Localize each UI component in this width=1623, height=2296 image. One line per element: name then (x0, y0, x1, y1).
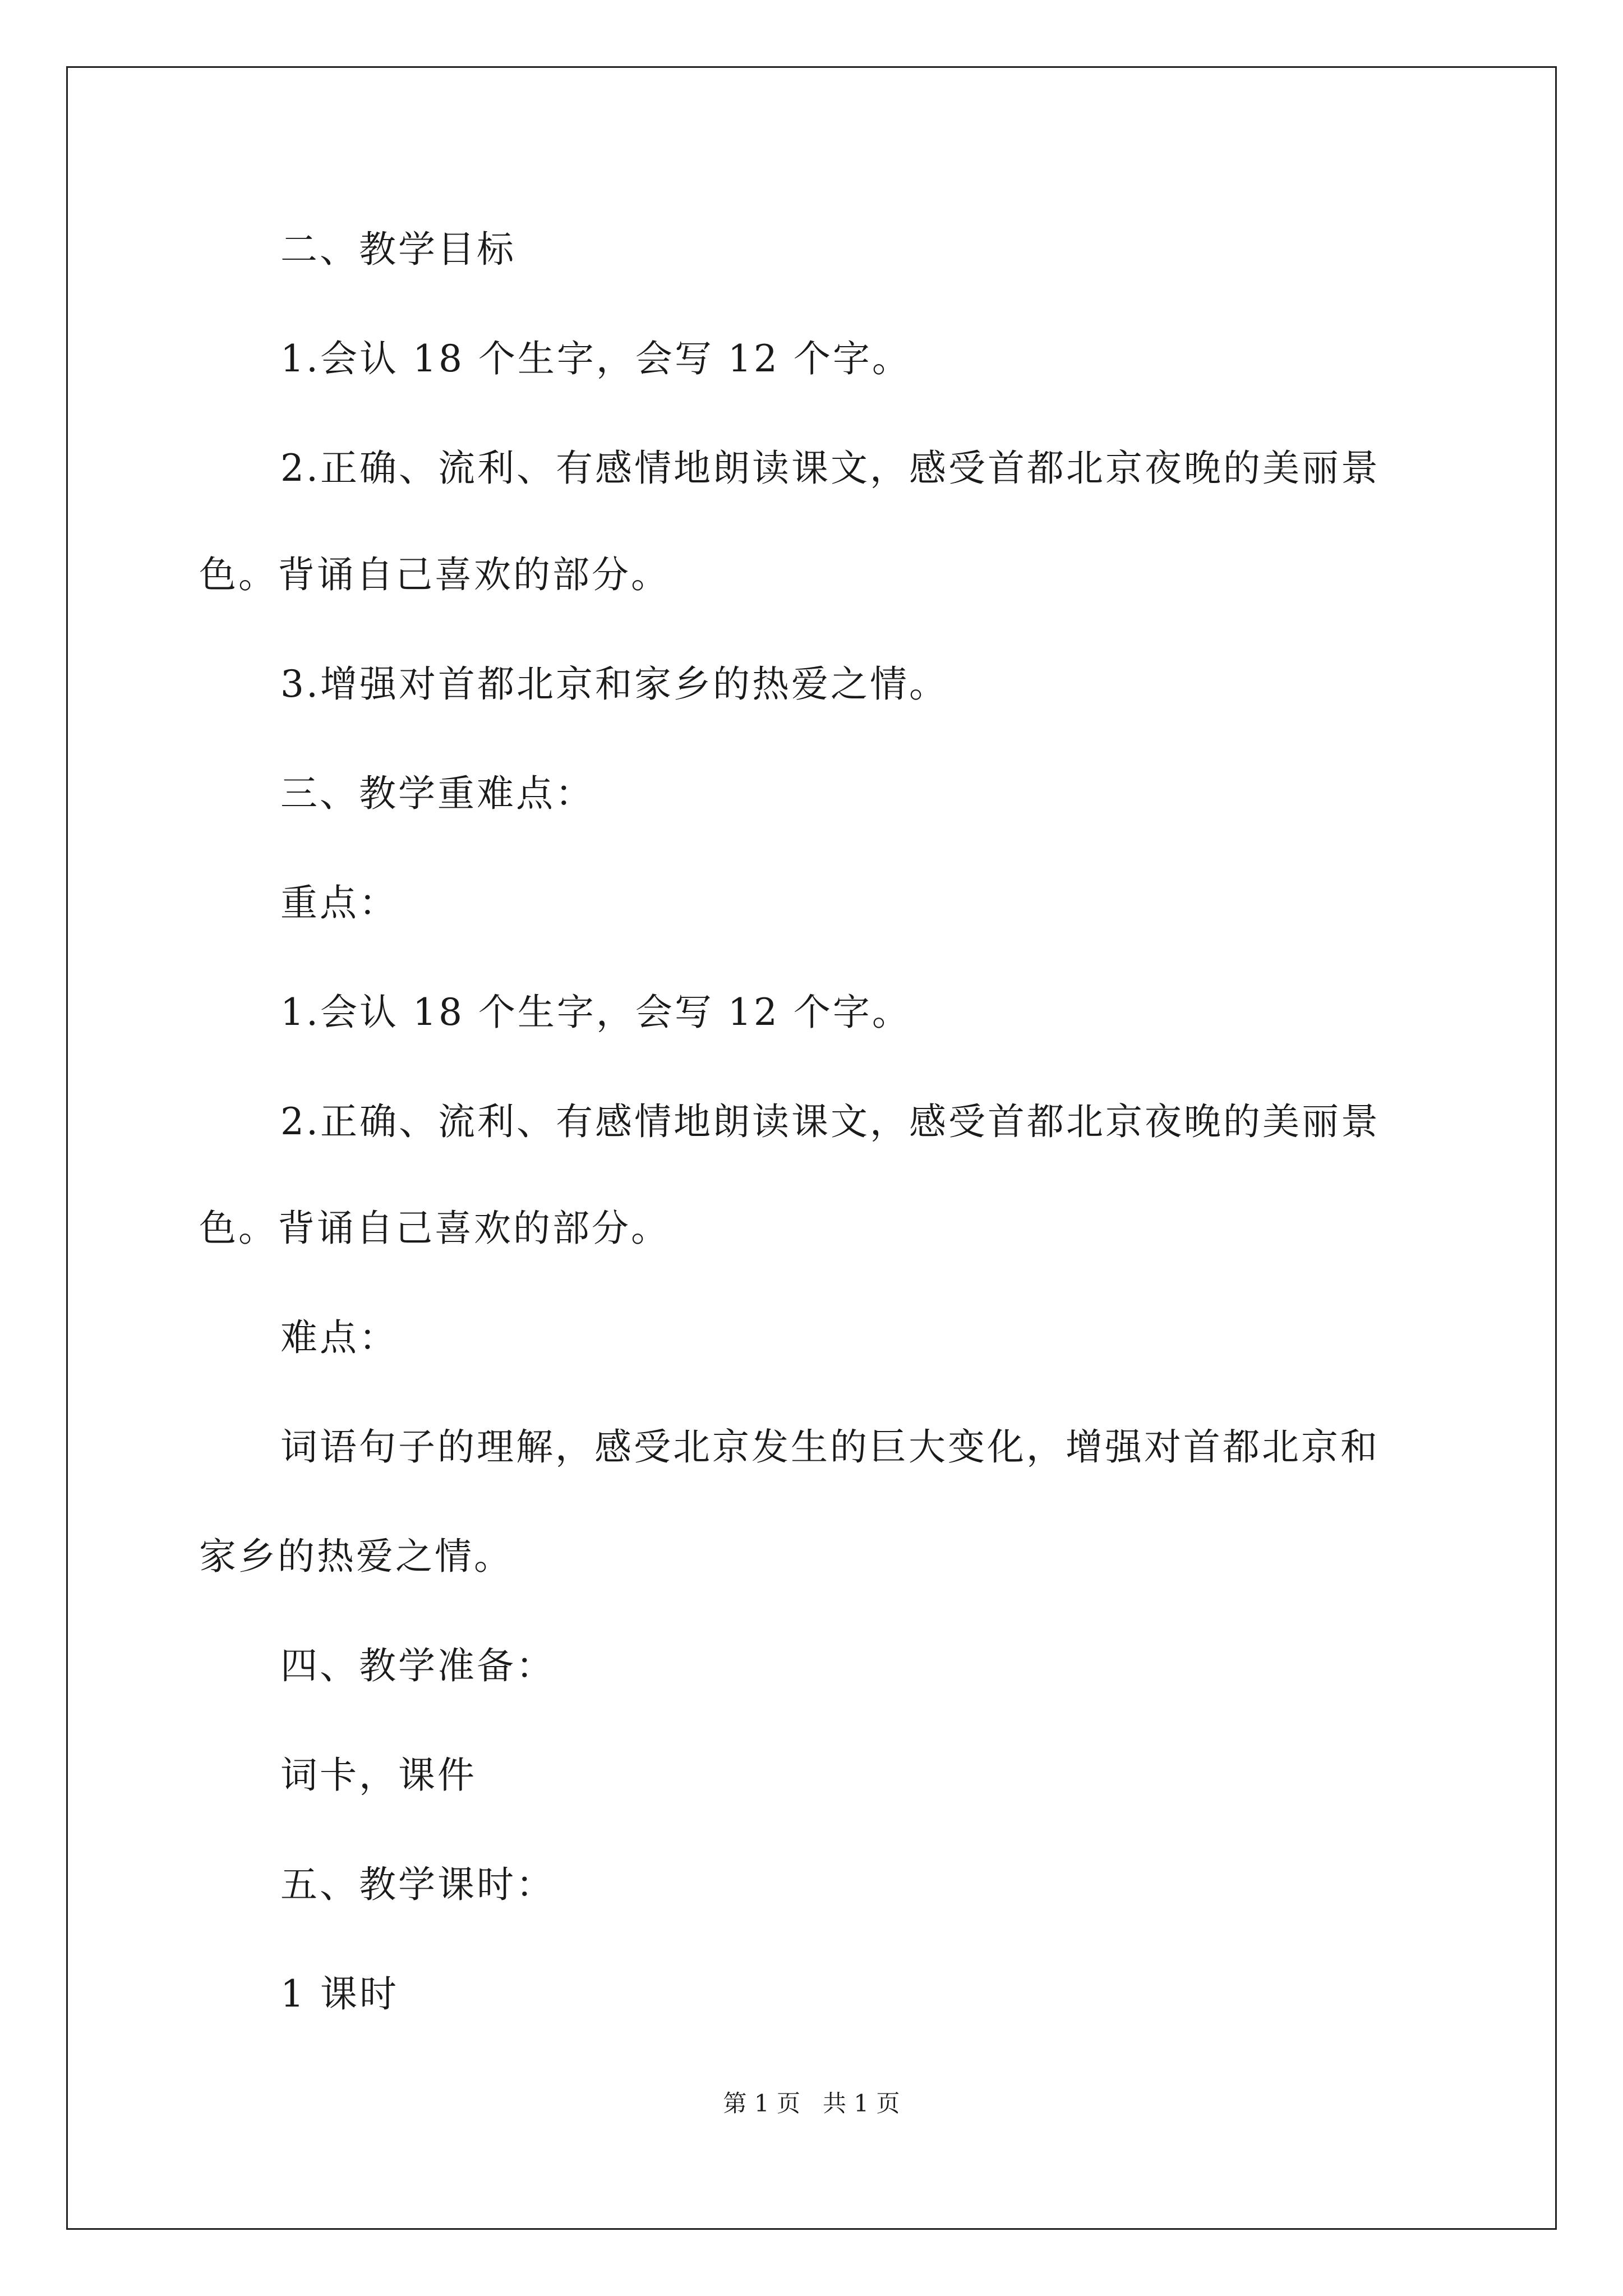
section-heading-objectives: 二、教学目标 (280, 228, 516, 271)
section-heading-periods: 五、教学课时： (280, 1863, 555, 1906)
difficulty-text-line-2: 家乡的热爱之情。 (199, 1535, 513, 1578)
key-point-item-2-line-1: 2.正确、流利、有感情地朗读课文，感受首都北京夜晚的美丽景 (280, 1100, 1380, 1143)
key-points-label: 重点： (280, 881, 398, 924)
objective-item-2-line-2: 色。背诵自己喜欢的部分。 (199, 553, 670, 596)
difficulty-label: 难点： (280, 1316, 398, 1359)
page-number-footer: 第 1 页 共 1 页 (723, 2090, 900, 2117)
objective-item-2-line-1: 2.正确、流利、有感情地朗读课文，感受首都北京夜晚的美丽景 (280, 447, 1380, 490)
section-heading-key-points: 三、教学重难点： (280, 772, 594, 815)
section-heading-preparation: 四、教学准备： (280, 1644, 555, 1687)
key-point-item-1: 1.会认 18 个生字，会写 12 个字。 (280, 991, 911, 1034)
key-point-item-2-line-2: 色。背诵自己喜欢的部分。 (199, 1207, 670, 1250)
periods-value: 1 课时 (280, 1972, 399, 2016)
objective-item-3: 3.增强对首都北京和家乡的热爱之情。 (280, 662, 948, 706)
objective-item-1: 1.会认 18 个生字，会写 12 个字。 (280, 337, 911, 380)
difficulty-text-line-1: 词语句子的理解，感受北京发生的巨大变化，增强对首都北京和 (280, 1425, 1380, 1469)
preparation-items: 词卡，课件 (280, 1754, 477, 1797)
